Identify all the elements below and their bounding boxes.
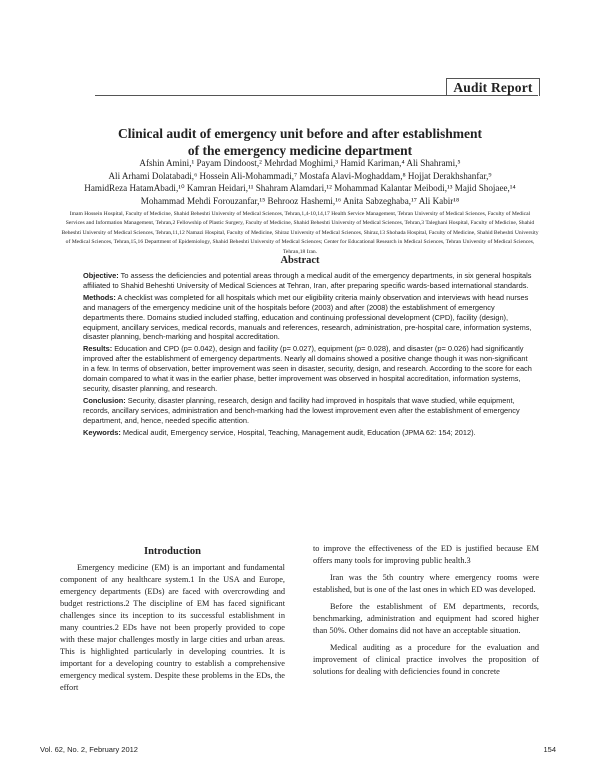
introduction-heading: Introduction	[144, 546, 201, 557]
title-line-1: Clinical audit of emergency unit before and after establishment	[118, 126, 482, 141]
objective-label: Objective:	[83, 271, 119, 280]
keywords-text: Medical audit, Emergency service, Hospital, Teaching, Management audit, Education (JPMA 62: 154; 2012).	[122, 427, 476, 437]
intro-paragraph: Medical auditing as a procedure for the evaluation and improvement of clinical practice involves the proposition of solutions for dealing with deficiencies found in concrete	[313, 643, 539, 676]
methods-label: Methods:	[83, 292, 116, 302]
intro-paragraph: Emergency medicine (EM) is an important and fundamental component of any healthcare system.1 In the USA and Europe, emergency departments (EDs) are faced with overcrowding and budget restrictions.2 The discipline of EM has faced significant challenges since its inception to its successful establishment in many countries.2 EDs have not been properly provided to cope with these major challenges mostly in large cities and urban areas. This is highlighted particularly in developing countries. It is important for a developing country to establish a comprehensive emergency medical system. Despite these problems in the EDs, the effort	[60, 563, 285, 692]
abstract-heading: Abstract	[280, 255, 320, 266]
keywords-label: Keywords:	[83, 427, 121, 437]
objective-text: To assess the deficiencies and potential areas through a medical audit of the emergency departments, in six general hospitals affiliated to Shahid Beheshti University of Medical Sciences at Tehran, Iran, after preparing specific wards-based international standards.	[83, 271, 532, 290]
abstract-methods	[83, 293, 533, 343]
section-label: Audit Report	[446, 78, 540, 96]
author-line: Mohammad Mehdi Forouzanfar,¹⁵ Behrooz Hashemi,¹⁶ Anita Sabzeghaba,¹⁷ Ali Kabir¹⁸	[140, 195, 460, 206]
journal-issue: Vol. 62, No. 2, February 2012	[40, 745, 138, 754]
affiliations: Imam Hossein Hospital, Faculty of Medicine, Shahid Beheshti University of Medical Sciences, Tehran,1,4-10,14,17 Health Service Management, Tehran University of Medical Sciences, Faculty of Medical Services and Information Management, Tehran,2 Fellowship of Plastic Surgery, Faculty of Medicine, Shahid Beheshti University of Medical Sciences, Tehran,3 Taleghani Hospital, Faculty of Medicine, Shahid Beheshti University of Medical Sciences, Tehran,11,12 Namazi Hospital, Faculty of Medicine, Shiraz University of Medical Sciences, Shiraz,13 Shohada Hospital, Faculty of Medicine, Shahid Beheshti University of Medical Sciences, Tehran,15,16 Department of Epidemiology, Shahid Beheshti University of Medical Sciences; Center for Educational Research in Medical Sciences, Tehran University of Medical Sciences, Tehran,18 Iran.	[61, 211, 539, 255]
abstract-keywords	[83, 428, 533, 438]
article-title	[70, 125, 530, 159]
author-list	[60, 157, 540, 207]
intro-paragraph: Iran was the 5th country where emergency rooms were established, but is one of the last ones in which ED was developed.	[313, 573, 539, 594]
abstract-body	[83, 271, 533, 440]
abstract-conclusion	[83, 396, 533, 426]
abstract-results	[83, 344, 533, 394]
page-number: 154	[543, 745, 556, 754]
intro-paragraph: Before the establishment of EM departments, records, benchmarking, administration and equipment had scored higher than 50%. Other domains did not have an acceptable situation.	[313, 602, 539, 635]
conclusion-label: Conclusion:	[83, 395, 126, 405]
title-line-2: of the emergency medicine department	[187, 143, 413, 158]
conclusion-text: Security, disaster planning, research, design and facility had improved in hospitals that wave studied, while equipment, records, ancillary services, administration and bench-marking had the lowest improvement even after the establishment of emergency department, and, hence, needed specific attention.	[83, 395, 520, 425]
methods-text: A checklist was completed for all hospitals which met our eligibility criteria mainly observation and interviews with head nurses and managers of the emergency medicine unit of the hospitals before (2003) and after (2008) the establishment of emergency departments there. Domains studied included staffing, education and continuing professional development (CPD), facility (design), equipment, ancillary services, medical records, manuals and references, research, administration, pre-hospital care, information systems, disaster planning, bench-marking and hospital accreditation.	[83, 292, 532, 342]
author-line: Ali Arhami Dolatabadi,⁶ Hossein Ali-Mohammadi,⁷ Mostafa Alavi-Moghaddam,⁸ Hojjat Derakhshanfar,⁹	[108, 170, 492, 181]
abstract-objective	[83, 271, 533, 291]
intro-paragraph: to improve the effectiveness of the ED is justified because EM offers many tools for improving public health.3	[313, 544, 539, 565]
results-label: Results:	[83, 344, 113, 354]
right-column	[313, 543, 539, 678]
author-line: HamidReza HatamAbadi,¹⁰ Kamran Heidari,¹¹ Shahram Alamdari,¹² Mohammad Kalantar Meibodi,¹³ Majid Shojaee,¹⁴	[84, 183, 516, 193]
header-rule	[95, 95, 538, 96]
left-column	[60, 562, 285, 694]
page-footer	[40, 745, 556, 754]
author-line: Afshin Amini,¹ Payam Dindoost,² Mehrdad Moghimi,³ Hamid Kariman,⁴ Ali Shahrami,⁵	[139, 158, 461, 168]
results-text: Education and CPD (p= 0.042), design and facility (p= 0.027), equipment (p= 0.028), and disaster (p= 0.026) had significantly improved after the establishment of emergency departments. Nearly all domains showed a positive change though it was non-significant in a few. In terms of observation, better improvement was seen in disaster, security, design, and research. According to the score for each domain compared to what it was in the earlier phase, better improvement was observed in hospital accreditation, information systems, security, disaster planning, and research.	[83, 344, 532, 393]
